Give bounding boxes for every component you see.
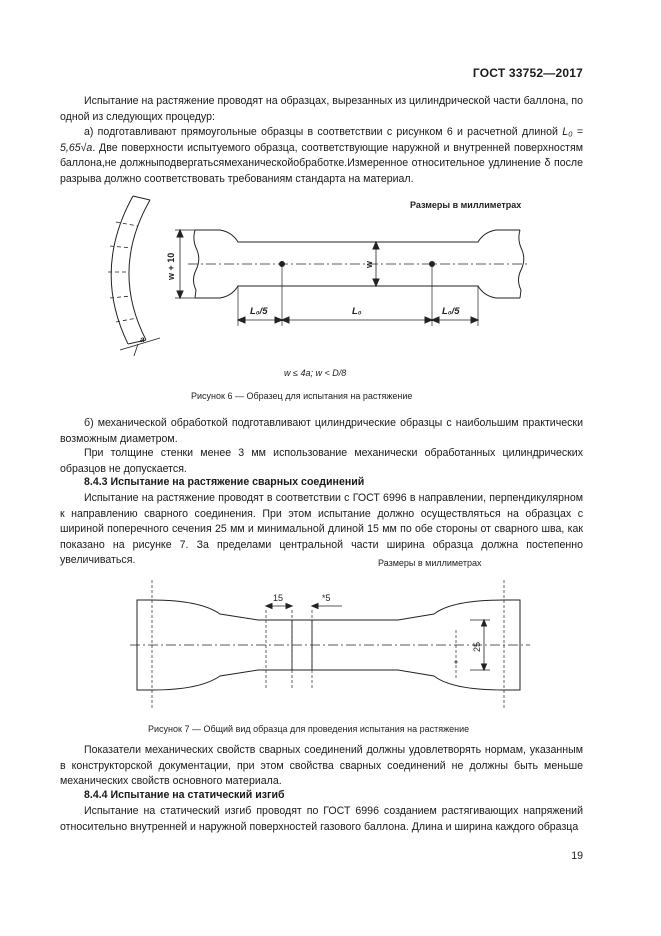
label-w-plus-10: w + 10 — [166, 252, 176, 280]
label-w: w — [364, 260, 374, 268]
fig7-label-25: 25 — [472, 641, 482, 652]
section-8-4-3-heading: 8.4.3 Испытание на растяжение сварных соединений — [84, 476, 365, 488]
intro-text-1: Испытание на растяжение проводят на образцах, вырезанных из цилиндрической части баллона, по одной из следующих процедур: — [60, 95, 583, 123]
label-l0: L₀ — [352, 306, 362, 317]
section-8-4-3-text: Испытание на растяжение проводят в соответствии с ГОСТ 6996 в направлении, перпендикулярном к направлению сварного соединения. При этом испытание должно осуществляться на образцах с шириной поперечного сечения 25 мм и минимальной длиной 15 мм по обе стороны от сварного шва, как показано на рисунке 7. За пределами центральной части ширина образца должна постепенно увеличиваться. — [60, 492, 583, 567]
para-b-1 — [60, 416, 583, 447]
after-fig7-paragraph — [60, 743, 583, 790]
section-8-4-4-heading: 8.4.4 Испытание на статический изгиб — [84, 789, 285, 801]
label-l0-5-right: L₀/5 — [442, 306, 460, 317]
intro-paragraph-1 — [60, 94, 583, 125]
fig7-dims-label: Размеры в миллиметрах — [378, 558, 482, 568]
standard-number: ГОСТ 33752—2017 — [472, 66, 583, 80]
intro-paragraph-2 — [60, 125, 583, 187]
figure-6-drawing — [0, 180, 661, 380]
fig7-label-15: 15 — [273, 593, 284, 603]
fig6-condition: w ≤ 4a; w < D/8 — [284, 368, 347, 378]
section-8-4-3-paragraph — [60, 491, 583, 569]
fig6-caption: Рисунок 6 — Образец для испытания на растяжение — [191, 391, 413, 401]
label-l0-5-left: L₀/5 — [250, 306, 268, 317]
page-number: 19 — [571, 850, 583, 862]
label-a: a — [140, 335, 145, 344]
section-8-4-4-text: Испытание на статический изгиб проводят по ГОСТ 6996 созданием растягивающих напряжений относительно внутренней и наружной поверхностей газового баллона. Длина и ширина каждого образца — [60, 805, 583, 833]
after-fig7-text: Показатели механических свойств сварных соединений должны удовлетворять нормам, указанным в конструкторской документации, при этом свойства сварных соединений не должны быть меньше механических свойств основного материала. — [60, 744, 583, 788]
figure-7-drawing — [0, 570, 661, 720]
fig6-dims-label: Размеры в миллиметрах — [410, 200, 522, 210]
intro-text-2b: . Две поверхности испытуемого образца, соответствующие наружной и внутренней поверхностям баллона,не должныподвергатьсямеханическойобработке.Измеренное относительное удлинение δ после разрыва должно соответствовать требованиям стандарта на материал. — [60, 141, 583, 185]
section-8-4-4-paragraph — [60, 804, 583, 835]
cylinder-outer-arc — [111, 196, 133, 344]
intro-text-2a: а) подготавливают прямоугольные образцы в соответствии с рисунком 6 и расчетной длиной — [84, 126, 558, 138]
para-b-2 — [60, 446, 583, 477]
para-b-text-2: При толщине стенки менее 3 мм использование механически обработанных цилиндрических образцов не допускается. — [60, 447, 583, 475]
l0-formula: L₀ = 5,65√a — [60, 126, 583, 154]
fig7-label-5: *5 — [322, 593, 331, 603]
para-b-text-1: б) механической обработкой подготавливают цилиндрические образцы с наибольшим практически возможным диаметром. — [60, 417, 583, 445]
fig7-caption: Рисунок 7 — Общий вид образца для проведения испытания на растяжение — [148, 724, 470, 734]
